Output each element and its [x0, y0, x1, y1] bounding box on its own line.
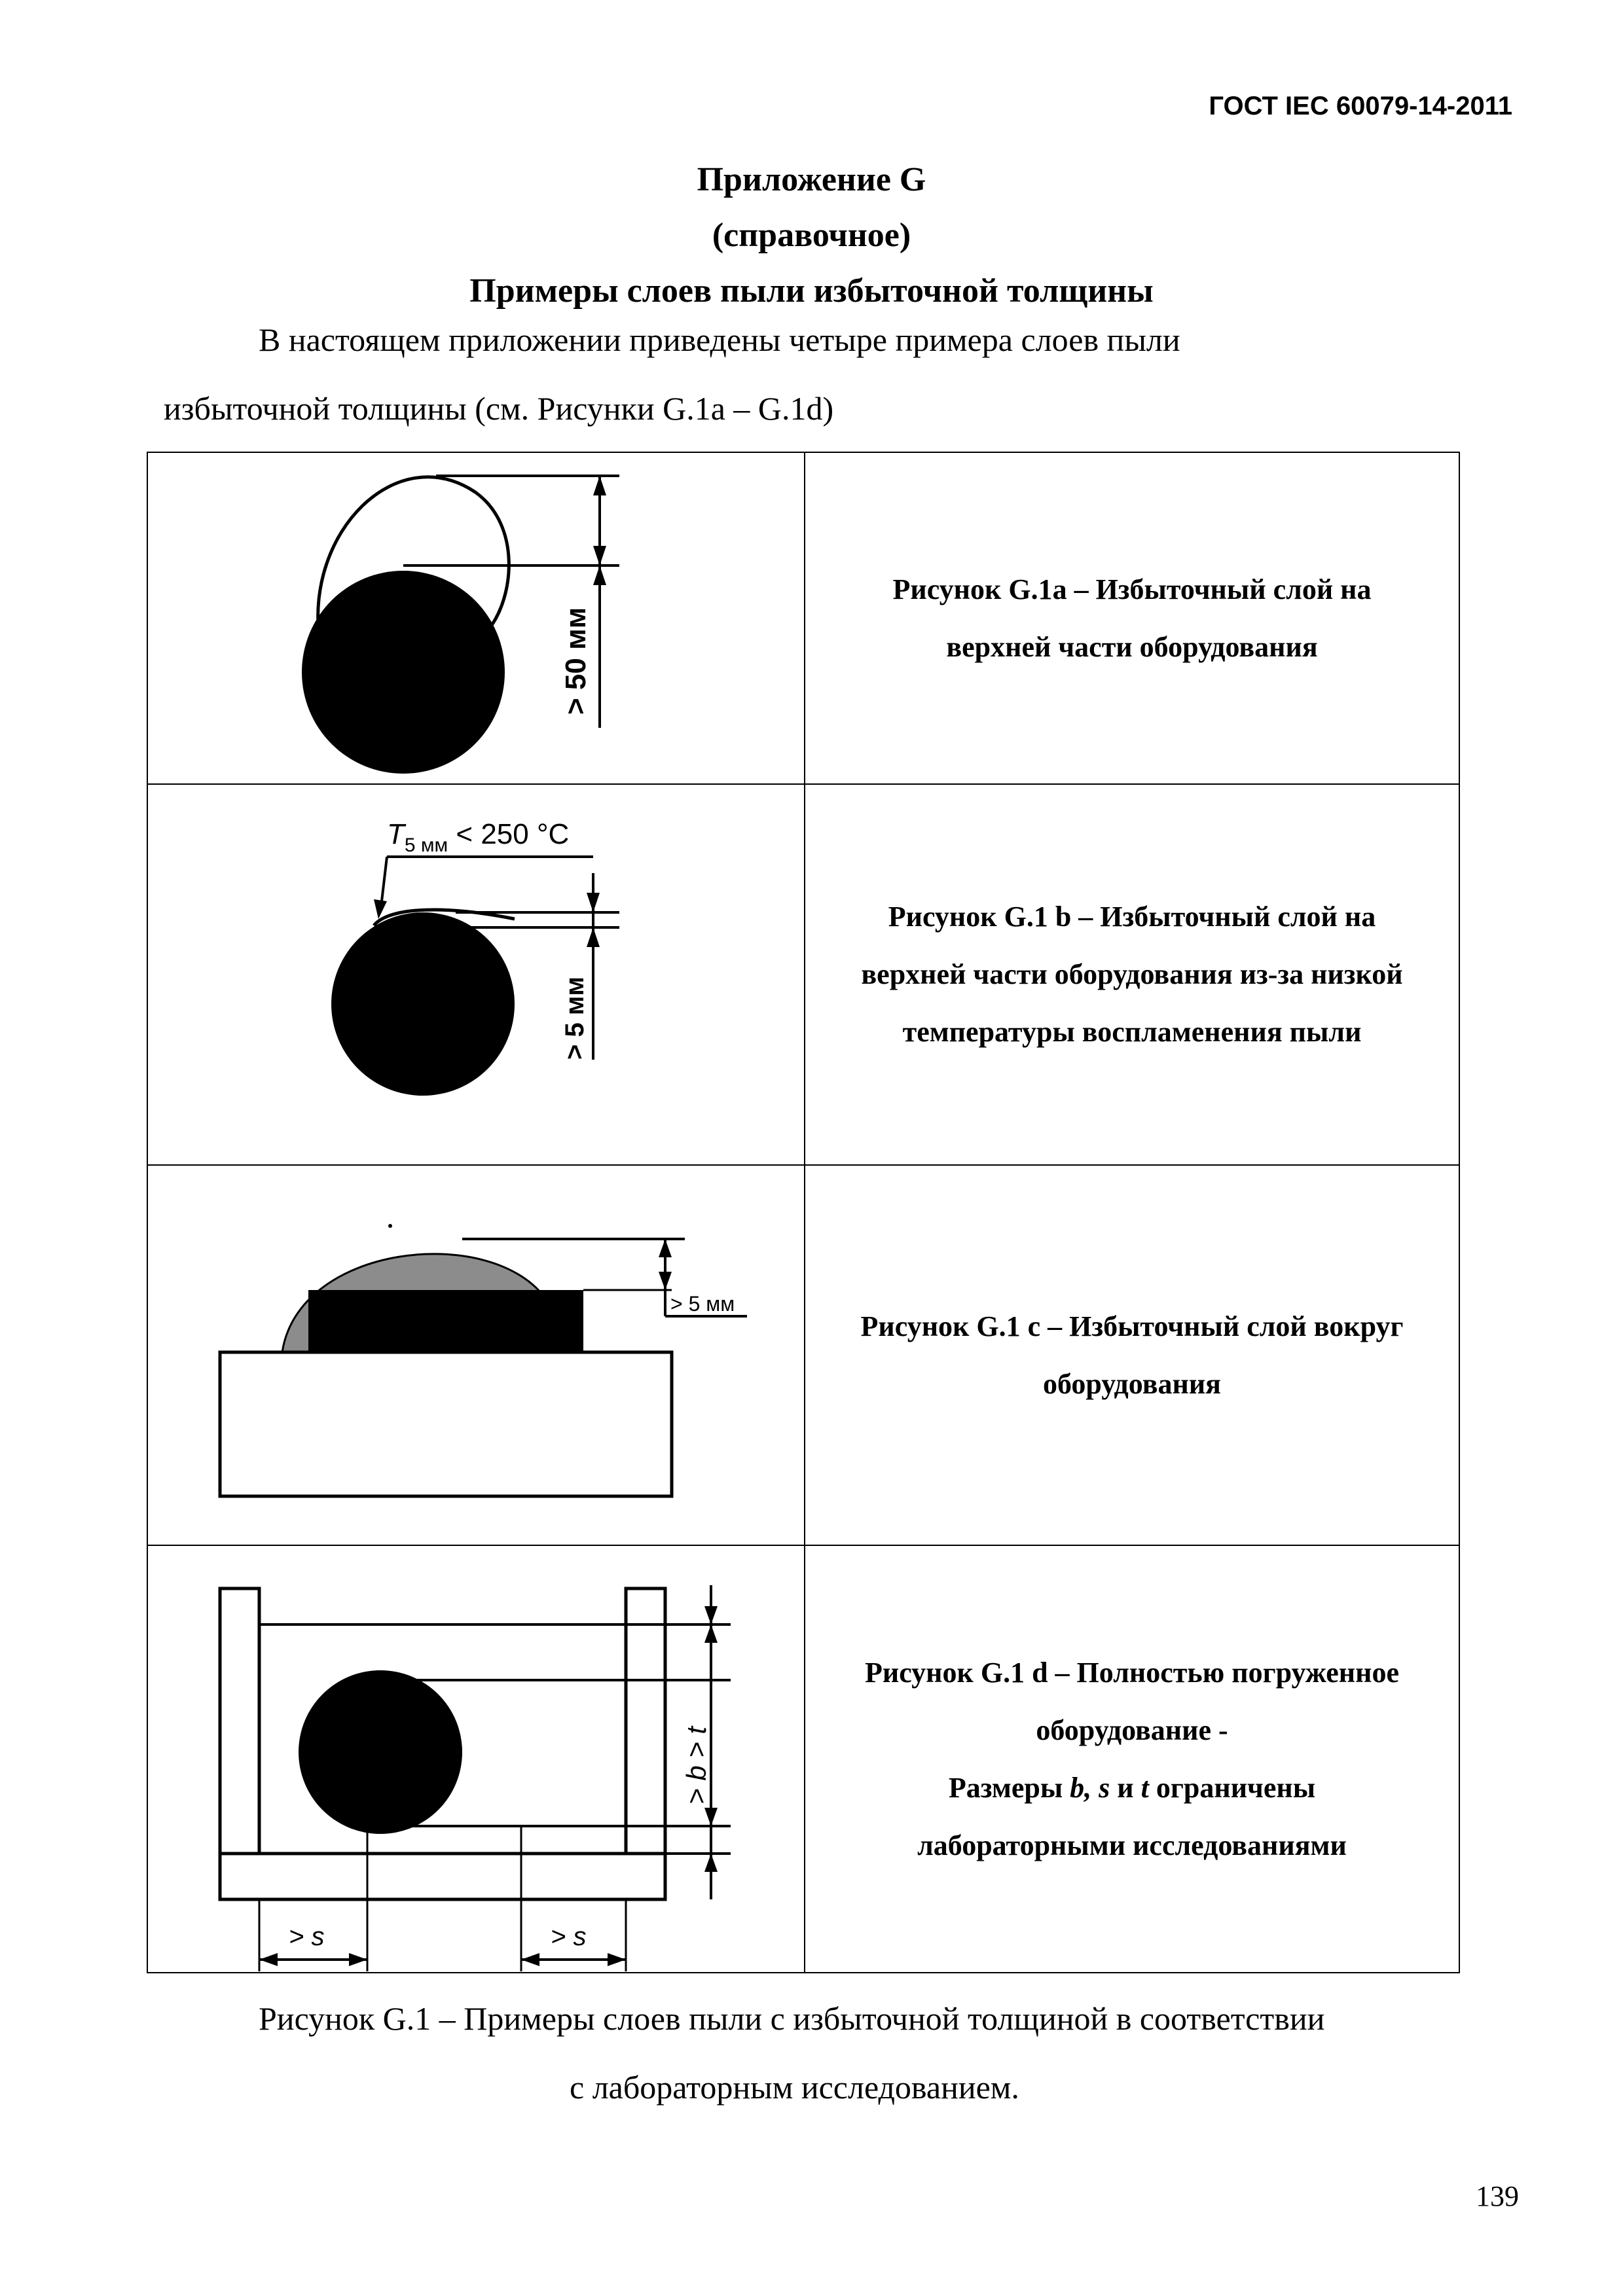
figure-caption-line-1: Рисунок G.1 – Примеры слоев пыли с избыточной толщиной в соответствии [259, 2000, 1325, 2037]
appendix-kind: (справочное) [712, 217, 911, 254]
dim-label-s-left: > s [289, 1922, 325, 1951]
dim-label-bt: > b > t [681, 1726, 712, 1804]
intro-line-1: В настоящем приложении приведены четыре примера слоев пыли [259, 321, 1180, 358]
dim-label-s-right: > s [551, 1922, 587, 1951]
figure-g1b-drawing [148, 785, 804, 1164]
figure-table [147, 452, 1460, 1973]
figure-g1d-drawing [148, 1546, 804, 1972]
figure-g1a-caption: Рисунок G.1a – Избыточный слой на верхней части оборудования [892, 573, 1372, 663]
figure-caption-line-2: с лабораторным исследованием. [570, 2069, 1019, 2106]
equipment-circle [299, 1670, 462, 1834]
dim-label-50mm: > 50 мм [560, 607, 592, 715]
appendix-heading: Примеры слоев пыли избыточной толщины [469, 272, 1154, 310]
figure-g1c-drawing [148, 1166, 804, 1545]
svg-text:T5 мм < 250 °C: $T_{5 мм} < 250$ °C [387, 818, 570, 856]
intro-line-2: избыточной толщины (см. Рисунки G.1a – G.1d) [164, 390, 834, 427]
dim-label-5mm: > 5 мм [560, 976, 589, 1060]
figure-g1a-drawing [148, 453, 804, 783]
figure-g1b-caption: Рисунок G.1 b – Избыточный слой на верхней части оборудования из-за низкой температуры воспламенения пыли [861, 901, 1403, 1048]
page-number: 139 [1476, 2180, 1519, 2212]
dim-label-5mm: > 5 мм [670, 1292, 735, 1316]
appendix-title: Приложение G [697, 161, 926, 198]
equipment-circle [331, 912, 515, 1096]
document-code: ГОСТ IEC 60079-14-2011 [1209, 92, 1512, 120]
figure-g1d-caption: Рисунок G.1 d – Полностью погруженное оборудование - Размеры b, s и t ограничены лабораторными исследованиями [864, 1656, 1400, 1861]
equipment-circle [302, 571, 505, 774]
figure-g1c-caption: Рисунок G.1 с – Избыточный слой вокруг оборудования [860, 1310, 1404, 1400]
